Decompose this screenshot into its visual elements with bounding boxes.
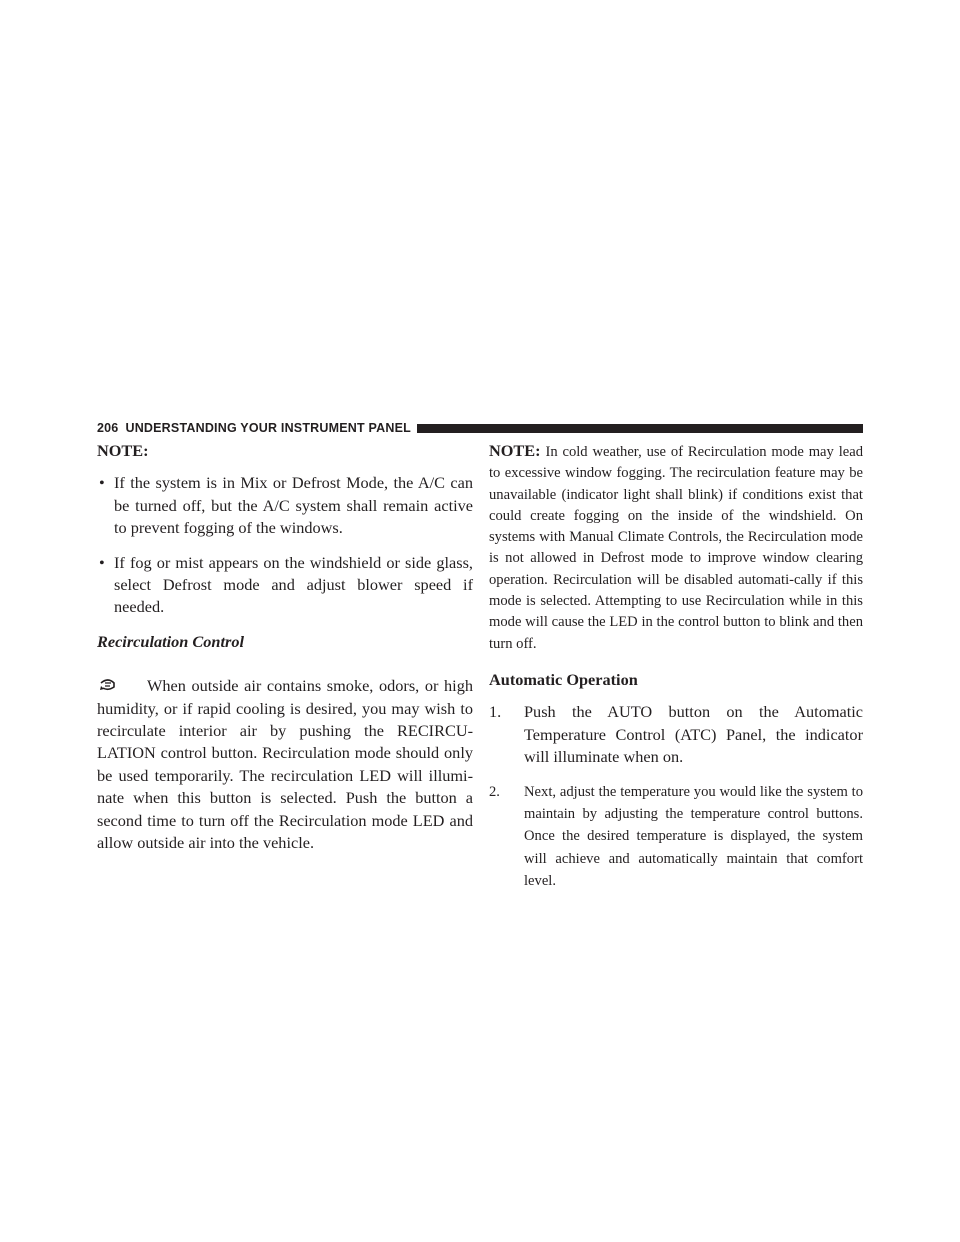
recirculation-note bbox=[489, 440, 863, 655]
note-text: In cold weather, use of Recirculation mode may lead to excessive window fogging. The recirculation feature may be unavailable (indicator light shall blink) if conditions exist that could create fogging on the inside of the windshield. On systems with Manual Climate Controls, the Recirculation mode is not allowed in Defrost mode to improve window clearing operation. Recirculation will be disabled automati-cally if this mode is selected. Attempting to use Recirculation while in this mode will cause the LED in the control button to blink and then turn off. bbox=[489, 444, 863, 652]
recirculation-icon bbox=[99, 678, 117, 692]
step-text: Next, adjust the temperature you would like the system to maintain by adjusting the temperature control buttons. Once the desired temperature is displayed, the system will achieve and automatically maintain that comfort level. bbox=[524, 783, 863, 890]
recirculation-paragraph-block bbox=[97, 675, 473, 854]
bullet-icon: • bbox=[99, 473, 105, 493]
chapter-title: UNDERSTANDING YOUR INSTRUMENT PANEL bbox=[125, 421, 411, 435]
note-label: NOTE: bbox=[97, 441, 149, 460]
automatic-operation-steps bbox=[489, 701, 863, 892]
page-number: 206 bbox=[97, 421, 119, 435]
bullet-text: If the system is in Mix or Defrost Mode, the A/C can be turned off, but the A/C system shall remain active to prevent fogging of the windows. bbox=[114, 473, 473, 538]
step-text: Push the AUTO button on the Automatic Temperature Control (ATC) Panel, the indicator will illuminate when on. bbox=[524, 702, 863, 767]
section-heading-automatic-operation: Automatic Operation bbox=[489, 669, 638, 689]
bullet-text: If fog or mist appears on the windshield or side glass, select Defrost mode and adjust blower speed if needed. bbox=[114, 552, 473, 617]
right-column bbox=[489, 440, 863, 893]
list-item bbox=[489, 701, 863, 768]
list-item bbox=[489, 781, 863, 893]
step-number: 2. bbox=[489, 783, 500, 800]
list-item bbox=[97, 552, 473, 619]
note-bullet-list bbox=[97, 472, 473, 618]
step-number: 1. bbox=[489, 702, 502, 722]
note-label: NOTE: bbox=[489, 441, 541, 460]
section-heading-recirculation: Recirculation Control bbox=[97, 631, 245, 651]
page-header bbox=[97, 421, 863, 435]
header-rule bbox=[417, 424, 863, 433]
left-column bbox=[97, 440, 473, 855]
bullet-icon: • bbox=[99, 552, 105, 572]
list-item bbox=[97, 472, 473, 539]
recirculation-paragraph: When outside air contains smoke, odors, or high humidity, or if rapid cooling is desired, you may wish to recirculate interior air by pushing the RECIRCU-LATION control button. Recirculation mode should only be used temporarily. The recirculation LED will illumi-nate when this button is selected. Push the button a second time to turn off the Recirculation mode LED and allow outside air into the vehicle. bbox=[97, 676, 473, 853]
